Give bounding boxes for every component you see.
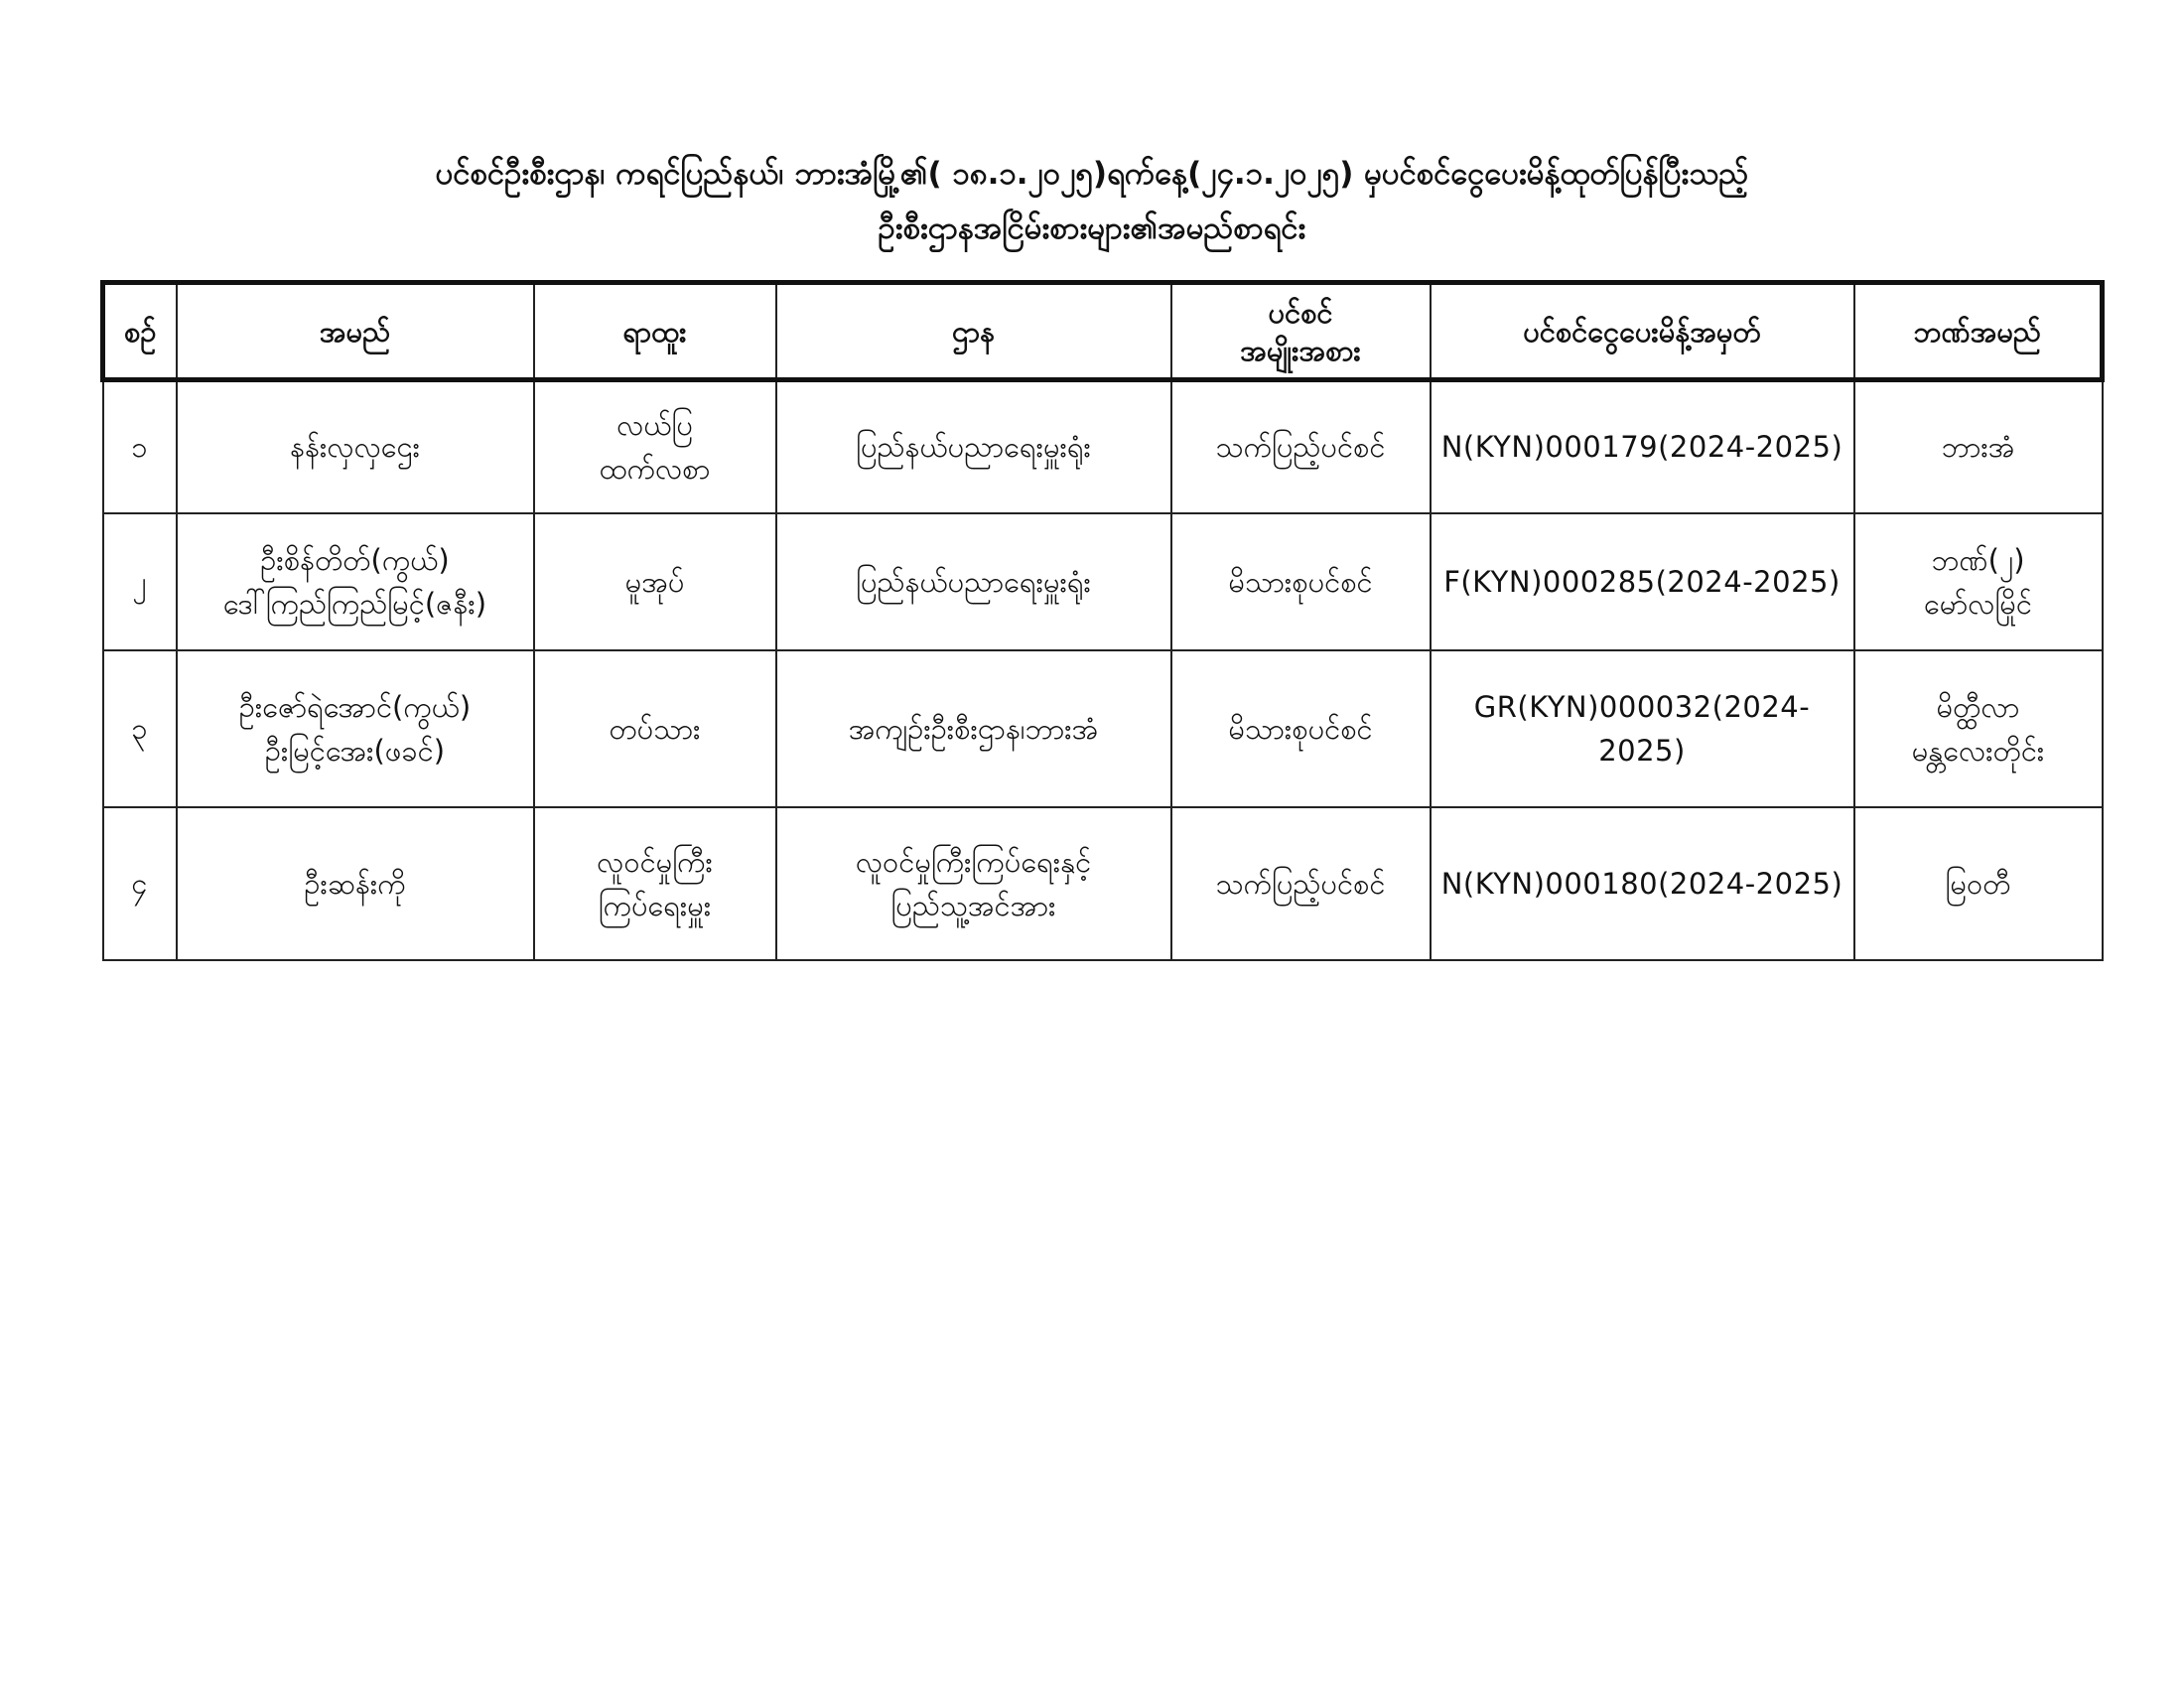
header-no: စဉ်: [103, 283, 177, 380]
cell-order-no: F(KYN)000285(2024-2025): [1431, 513, 1854, 650]
header-pension-type: ပင်စင် အမျိုးအစား: [1171, 283, 1431, 380]
cell-name: နန်းလှလှဌေး: [177, 380, 534, 513]
cell-order-no: N(KYN)000179(2024-2025): [1431, 380, 1854, 513]
cell-no: ၃: [103, 650, 177, 807]
cell-no: ၁: [103, 380, 177, 513]
header-name: အမည်: [177, 283, 534, 380]
cell-no: ၄: [103, 807, 177, 960]
cell-name: ဦးဇော်ရဲအောင်(ကွယ်) ဦးမြင့်အေး(ဖခင်): [177, 650, 534, 807]
cell-pension-type: သက်ပြည့်ပင်စင်: [1171, 807, 1431, 960]
table-row: [103, 650, 2103, 807]
cell-department: ပြည်နယ်ပညာရေးမှူးရုံး: [776, 380, 1171, 513]
cell-department: အကျဉ်းဦးစီးဌာန၊ဘားအံ: [776, 650, 1171, 807]
cell-bank: ဘားအံ: [1854, 380, 2103, 513]
header-bank: ဘဏ်အမည်: [1854, 283, 2103, 380]
cell-pension-type: မိသားစုပင်စင်: [1171, 650, 1431, 807]
cell-no: ၂: [103, 513, 177, 650]
table-row: [103, 807, 2103, 960]
header-position: ရာထူး: [534, 283, 776, 380]
cell-bank: ဘဏ်(၂) မော်လမြိုင်: [1854, 513, 2103, 650]
cell-department: ပြည်နယ်ပညာရေးမှူးရုံး: [776, 513, 1171, 650]
cell-name: ဦးဆန်းကို: [177, 807, 534, 960]
cell-order-no: N(KYN)000180(2024-2025): [1431, 807, 1854, 960]
cell-bank: မြဝတီ: [1854, 807, 2103, 960]
cell-pension-type: သက်ပြည့်ပင်စင်: [1171, 380, 1431, 513]
cell-position: တပ်သား: [534, 650, 776, 807]
table-header-row: [103, 283, 2103, 380]
cell-bank: မိတ္ထီလာ မန္တလေးတိုင်း: [1854, 650, 2103, 807]
header-department: ဌာန: [776, 283, 1171, 380]
table-row: [103, 380, 2103, 513]
header-order-no: ပင်စင်ငွေပေးမိန့်အမှတ်: [1431, 283, 1854, 380]
cell-position: လယ်ပြ ထက်လစာ: [534, 380, 776, 513]
cell-pension-type: မိသားစုပင်စင်: [1171, 513, 1431, 650]
cell-position: လူဝင်မှုကြီး ကြပ်ရေးမှူး: [534, 807, 776, 960]
retiree-table: [100, 280, 2105, 961]
cell-order-no: GR(KYN)000032(2024-2025): [1431, 650, 1854, 807]
document-title-line-1: ပင်စင်ဦးစီးဌာန၊ ကရင်ပြည်နယ်၊ ဘားအံမြို့၏( ၁၈.၁.၂၀၂၅)ရက်နေ့(၂၄.၁.၂၀၂၅) မှပင်စင်ငွေပေးမိန့်ထုတ်ပြန်ပြီးသည့်: [435, 156, 1749, 192]
cell-name: ဦးစိန်တိတ်(ကွယ်) ဒေါ်ကြည်ကြည်မြင့်(ဇနီး): [177, 513, 534, 650]
document-title-line-2: ဦးစီးဌာနအငြိမ်းစားများ၏အမည်စာရင်း: [878, 211, 1306, 246]
cell-position: မူအုပ်: [534, 513, 776, 650]
table-row: [103, 513, 2103, 650]
cell-department: လူဝင်မှုကြီးကြပ်ရေးနှင့် ပြည်သူ့အင်အား: [776, 807, 1171, 960]
